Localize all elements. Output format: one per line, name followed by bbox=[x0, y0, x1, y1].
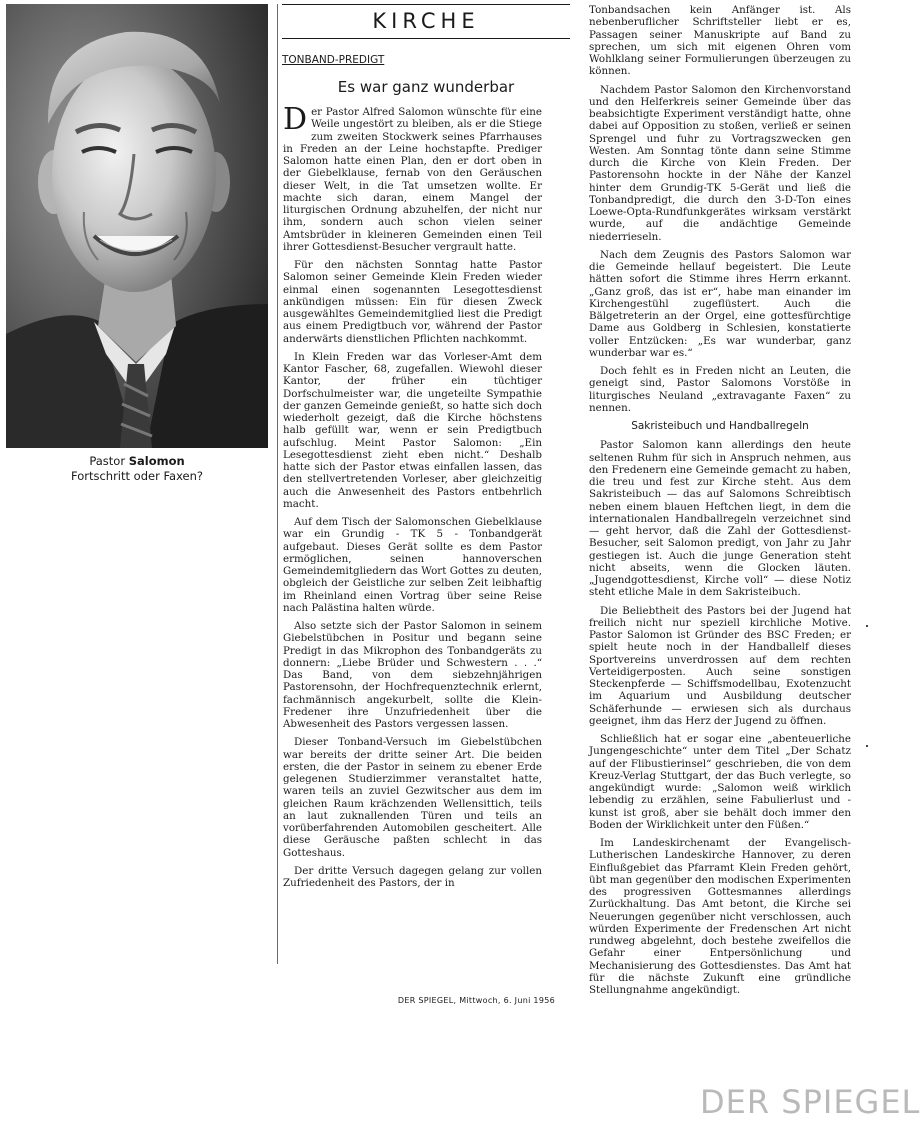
paragraph: Pastor Salomon kann allerdings den heute seltenen Ruhm für sich in Anspruch nehmen, aus den Fredenern eine Gemeinde gemacht zu haben, die treu und fest zur Kirche steht. Aus dem Sakristeibuch — das auf Salomons Schreibtisch neben einem blauen Heftchen liegt, in dem die internationalen Handballregeln verzeichnet sind — geht hervor, daß die Zahl der Gottesdienst-Besucher, seit Salomon predigt, von Jahr zu Jahr gestiegen ist. Auch die junge Generation steht nicht abseits, wenn die Glocken läuten. „Jugendgottesdienst, Kirche voll“ — diese Notiz steht etliche Male in dem Sakristeibuch. bbox=[589, 439, 851, 599]
section-rule-bottom bbox=[282, 38, 570, 39]
scan-speck bbox=[866, 625, 868, 627]
paragraph: Nach dem Zeugnis des Pastors Salomon war die Gemeinde hellauf begeistert. Die Leute hätten sofort die Stimme ihres Herrn erkannt. „Ganz groß, das ist er“, habe man einander im Kirchengestühl zugeflüstert. Auch die Bälgetreterin an der Orgel, eine gottesfürchtige Dame aus Goldberg in Schlesien, konstatierte voller Entzücken: „Es war wunderbar, ganz wunderbar war es.“ bbox=[589, 248, 851, 359]
section-title: KIRCHE bbox=[372, 9, 480, 33]
photo-caption bbox=[6, 454, 268, 484]
paragraph: Also setzte sich der Pastor Salomon in seinem Giebelstübchen in Positur und begann seine Predigt in das Mikrophon des Tonbandgeräts zu donnern: „Liebe Brüder und Schwestern . . .“ Das Band, von dem siebzehnjährigen Pastorensohn, der Hochfrequenztechnik erlernt, fachmännisch angekurbelt, sollte die Klein-Fredener ihre Unzufriedenheit über die Abwesenheit des Pastors vergessen lassen. bbox=[283, 620, 542, 730]
paragraph: Doch fehlt es in Freden nicht an Leuten, die geneigt sind, Pastor Salomons Vorstöße in liturgisches Neuland „extravagante Faxen“ zu nennen. bbox=[589, 365, 851, 414]
caption-subtitle: Fortschritt oder Faxen? bbox=[71, 469, 203, 483]
paragraph: Im Landeskirchenamt der Evangelisch-Lutherischen Landeskirche Hannover, zu deren Einflußgebiet das Pfarramt Klein Freden gehört, übt man gegenüber den modischen Experimenten des progressiven Gottesmannes allerdings Zurückhaltung. Das Amt betont, die Kirche sei Neuerungen gegenüber nicht verschlossen, auch würden Experimente der Fredenschen Art nicht rundweg abgelehnt, doch bestehe zweifellos die Gefahr einer Entpersönlichung und Mechanisierung des Gottesdienstes. Das Amt hat für die nächste Zukunft eine gründliche Stellungnahme angekündigt. bbox=[589, 837, 851, 996]
caption-prefix: Pastor bbox=[89, 454, 129, 468]
issue-footer: DER SPIEGEL, Mittwoch, 6. Juni 1956 bbox=[397, 996, 555, 1005]
caption-name: Salomon bbox=[128, 454, 185, 468]
paragraph: In Klein Freden war das Vorleser-Amt dem Kantor Fascher, 68, zugefallen. Wiewohl dieser Kantor, der früher ein tüchtiger Dorfschulmeister war, die ungeteilte Sympathie der ganzen Gemeinde genießt, so hatte sich doch wiederholt gezeigt, daß die Kirche höchstens halb gefüllt war, wenn er sein Predigtbuch aufschlug. Meint Pastor Salomon: „Ein Lesegottesdienst zieht eben nicht.“ Deshalb hatte sich der Pastor etwas einfallen lassen, das den stellvertretenden Vorleser, aber gleichzeitig auch die Anwesenheit des Pastors entbehrlich macht. bbox=[283, 350, 542, 510]
paragraph: Auf dem Tisch der Salomonschen Giebelklause war ein Grundig - TK 5 - Tonbandgerät aufgebaut. Dieses Gerät sollte es dem Pastor ermöglichen, seinen hannoverschen Gemeindemitgliedern das Wort Gottes zu deuten, obgleich der Geistliche zur selben Zeit leibhaftig im Rheinland einen Vortrag über seine Reise nach Palästina halten würde. bbox=[283, 516, 542, 614]
scan-speck bbox=[866, 745, 868, 747]
watermark: DER SPIEGEL bbox=[700, 1083, 920, 1121]
paragraph: Der dritte Versuch dagegen gelang zur vollen Zufriedenheit des Pastors, der in bbox=[283, 864, 542, 889]
portrait-image bbox=[6, 4, 268, 448]
paragraph: Dieser Tonband-Versuch im Giebelstübchen war bereits der dritte seiner Art. Die beiden ersten, die der Pastor in seinem zu ebener Erde gelegenen Studierzimmer veranstaltet hatte, waren teils an zuviel Gezwitscher aus dem im gleichen Raum krächzenden Wellensittich, teils an laut zuknallenden Türen und teils an vorüberfahrenden Automobilen gescheitert. Alle diese Geräusche paßten schlecht in das Gotteshaus. bbox=[283, 736, 542, 859]
article-subhead: Sakristeibuch und Handballregeln bbox=[631, 420, 809, 432]
column-divider bbox=[277, 4, 278, 964]
paragraph: Die Beliebtheit des Pastors bei der Jugend hat freilich nicht nur speziell kirchliche Motive. Pastor Salomon ist Gründer des BSC Freden; er spielt heute noch in der Handballelf dieses Sportvereins unverdrossen auf dem rechten Verteidigerposten. Auch seine sonstigen Steckenpferde — Schiffsmodellbau, Exotenzucht im Aquarium und Ausbildung deutscher Schäferhunde — erwiesen sich als durchaus geeignet, ihm das Herz der Jugend zu öffnen. bbox=[589, 604, 851, 727]
paragraph: Nachdem Pastor Salomon den Kirchenvorstand und den Helferkreis seiner Gemeinde über das beabsichtigte Experiment verständigt hatte, ohne dabei auf Opposition zu stoßen, verließ er seinen Sprengel und fuhr zu Vortragszwecken gen Westen. Am Sonntag tönte dann seine Stimme durch die Kirche von Klein Freden. Der Pastorensohn hockte in der Nähe der Kanzel hinter dem Grundig-TK 5-Gerät und ließ die Tonbandpredigt, die durch den 3-D-Ton eines Loewe-Opta-Rundfunkgerätes wirksam verstärkt wurde, auf die andächtige Gemeinde niederrieseln. bbox=[589, 83, 851, 243]
paragraph: Für den nächsten Sonntag hatte Pastor Salomon seiner Gemeinde Klein Freden wieder einmal einen sogenannten Lesegottesdienst ankündigen müssen: Ein für diesen Zweck ausgewähltes Gemeindemitglied liest die Predigt aus einem Predigtbuch vor, während der Pastor anderwärts dienstlichen Pflichten nachkommt. bbox=[283, 259, 542, 345]
paragraph: Der Pastor Alfred Salomon wünschte für eine Weile ungestört zu bleiben, als er die Stiege zum zweiten Stockwerk seines Pfarrhauses in Freden an der Leine hochstapfte. Prediger Salomon hatte einen Plan, den er dort oben in der Giebelklause, fernab von den Geräuschen dieser Welt, in die Tat umsetzen wollte. Er machte sich daran, einem Mangel der liturgischen Ordnung abzuhelfen, der nicht nur ihm, sondern auch schon vielen seiner Amtsbrüder in kleineren Gemeinden einen Teil ihrer Gottesdienst-Besucher vergrault hatte. bbox=[283, 102, 543, 253]
section-rule-top bbox=[282, 4, 570, 5]
pastor-photo bbox=[6, 4, 268, 448]
paragraph: Schließlich hat er sogar eine „abenteuerliche Jungengeschichte“ unter dem Titel „Der Schatz auf der Flibustierinsel“ geschrieben, die von dem Kreuz-Verlag Stuttgart, der das Buch verlegte, so angekündigt wurde: „Salomon weiß wirklich lebendig zu erzählen, seine Fabulierlust und -kunst ist groß, aber sie behält doch immer den Boden der Wirklichkeit unter den Füßen.“ bbox=[589, 733, 851, 831]
article-kicker: TONBAND-PREDIGT bbox=[282, 54, 385, 66]
paragraph: Tonbandsachen kein Anfänger ist. Als nebenberuflicher Schriftsteller liebt er es, Passagen seiner Manuskripte auf Band zu sprechen, um sich mit eigenen Ohren vom Wohlklang seiner Formulierungen überzeugen zu können. bbox=[589, 4, 851, 78]
article-column-1 bbox=[283, 102, 543, 895]
article-column-2 bbox=[589, 4, 851, 1002]
dropcap: D bbox=[283, 102, 308, 137]
article-headline: Es war ganz wunderbar bbox=[337, 78, 515, 96]
